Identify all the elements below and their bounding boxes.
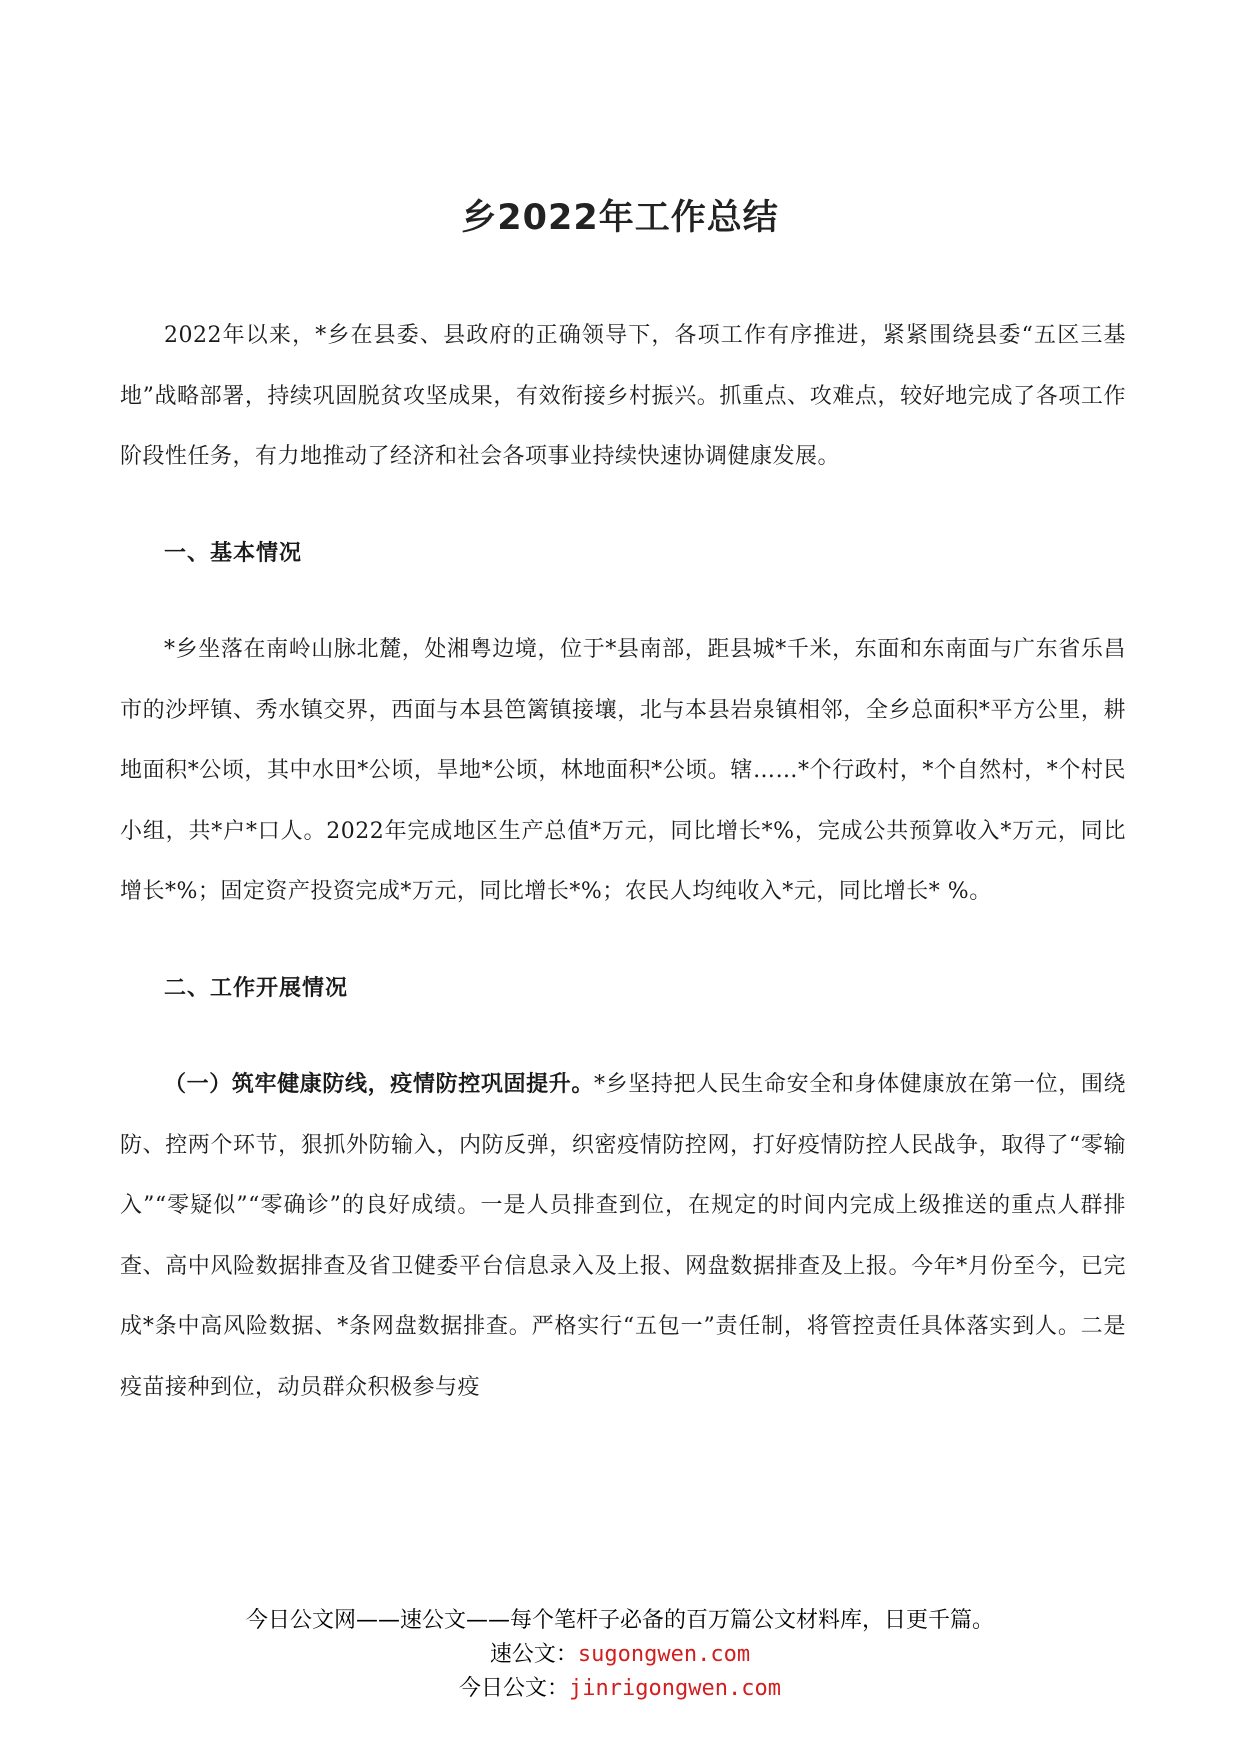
item-lead: （一）筑牢健康防线，疫情防控巩固提升。: [164, 1072, 594, 1097]
footer-url-sugongwen[interactable]: sugongwen.com: [577, 1642, 751, 1667]
epidemic-paragraph: [120, 1055, 1126, 1418]
intro-paragraph: 2022年以来，*乡在县委、县政府的正确领导下，各项工作有序推进，紧紧围绕县委“五区三基地”战略部署，持续巩固脱贫攻坚成果，有效衔接乡村振兴。抓重点、攻难点，较好地完成了各项工作阶段性任务，有力地推动了经济和社会各项事业持续快速协调健康发展。: [120, 323, 1126, 469]
document-body: [120, 306, 1126, 1418]
item-text: *乡坚持把人民生命安全和身体健康放在第一位，围绕防、控两个环节，狠抓外防输入，内防反弹，织密疫情防控网，打好疫情防控人民战争，取得了“零输入”“零疑似”“零确诊”的良好成绩。一是人员排查到位，在规定的时间内完成上级推送的重点人群排查、高中风险数据排查及省卫健委平台信息录入及上报、网盘数据排查及上报。今年*月份至今，已完成*条中高风险数据、*条网盘数据排查。严格实行“五包一”责任制，将管控责任具体落实到人。二是疫苗接种到位，动员群众积极参与疫: [120, 1072, 1126, 1400]
footer-link-row-1: [0, 1638, 1240, 1672]
document-title: 乡2022年工作总结: [461, 198, 779, 238]
footer-slogan: 今日公文网——速公文——每个笔杆子必备的百万篇公文材料库，日更千篇。: [245, 1608, 994, 1633]
section-heading-work: 二、工作开展情况: [164, 975, 349, 1001]
footer-url-jinrigongwen[interactable]: jinrigongwen.com: [569, 1676, 781, 1701]
basic-info-paragraph: *乡坐落在南岭山脉北麓，处湘粤边境，位于*县南部，距县城*千米，东面和东南面与广东省乐昌市的沙坪镇、秀水镇交界，西面与本县笆篱镇接壤，北与本县岩泉镇相邻，全乡总面积*平方公里，耕地面积*公顷，其中水田*公顷，旱地*公顷，林地面积*公顷。辖……*个行政村，*个自然村，*个村民小组，共*户*口人。2022年完成地区生产总值*万元，同比增长*%，完成公共预算收入*万元，同比增长*%；固定资产投资完成*万元，同比增长*%；农民人均纯收入*元，同比增长* %。: [120, 637, 1126, 904]
section-heading-basic: 一、基本情况: [164, 540, 303, 566]
footer-label-2: 今日公文：: [459, 1676, 570, 1701]
footer-label-1: 速公文：: [489, 1642, 578, 1667]
footer-link-row-2: [0, 1672, 1240, 1706]
footer: [0, 1604, 1240, 1706]
